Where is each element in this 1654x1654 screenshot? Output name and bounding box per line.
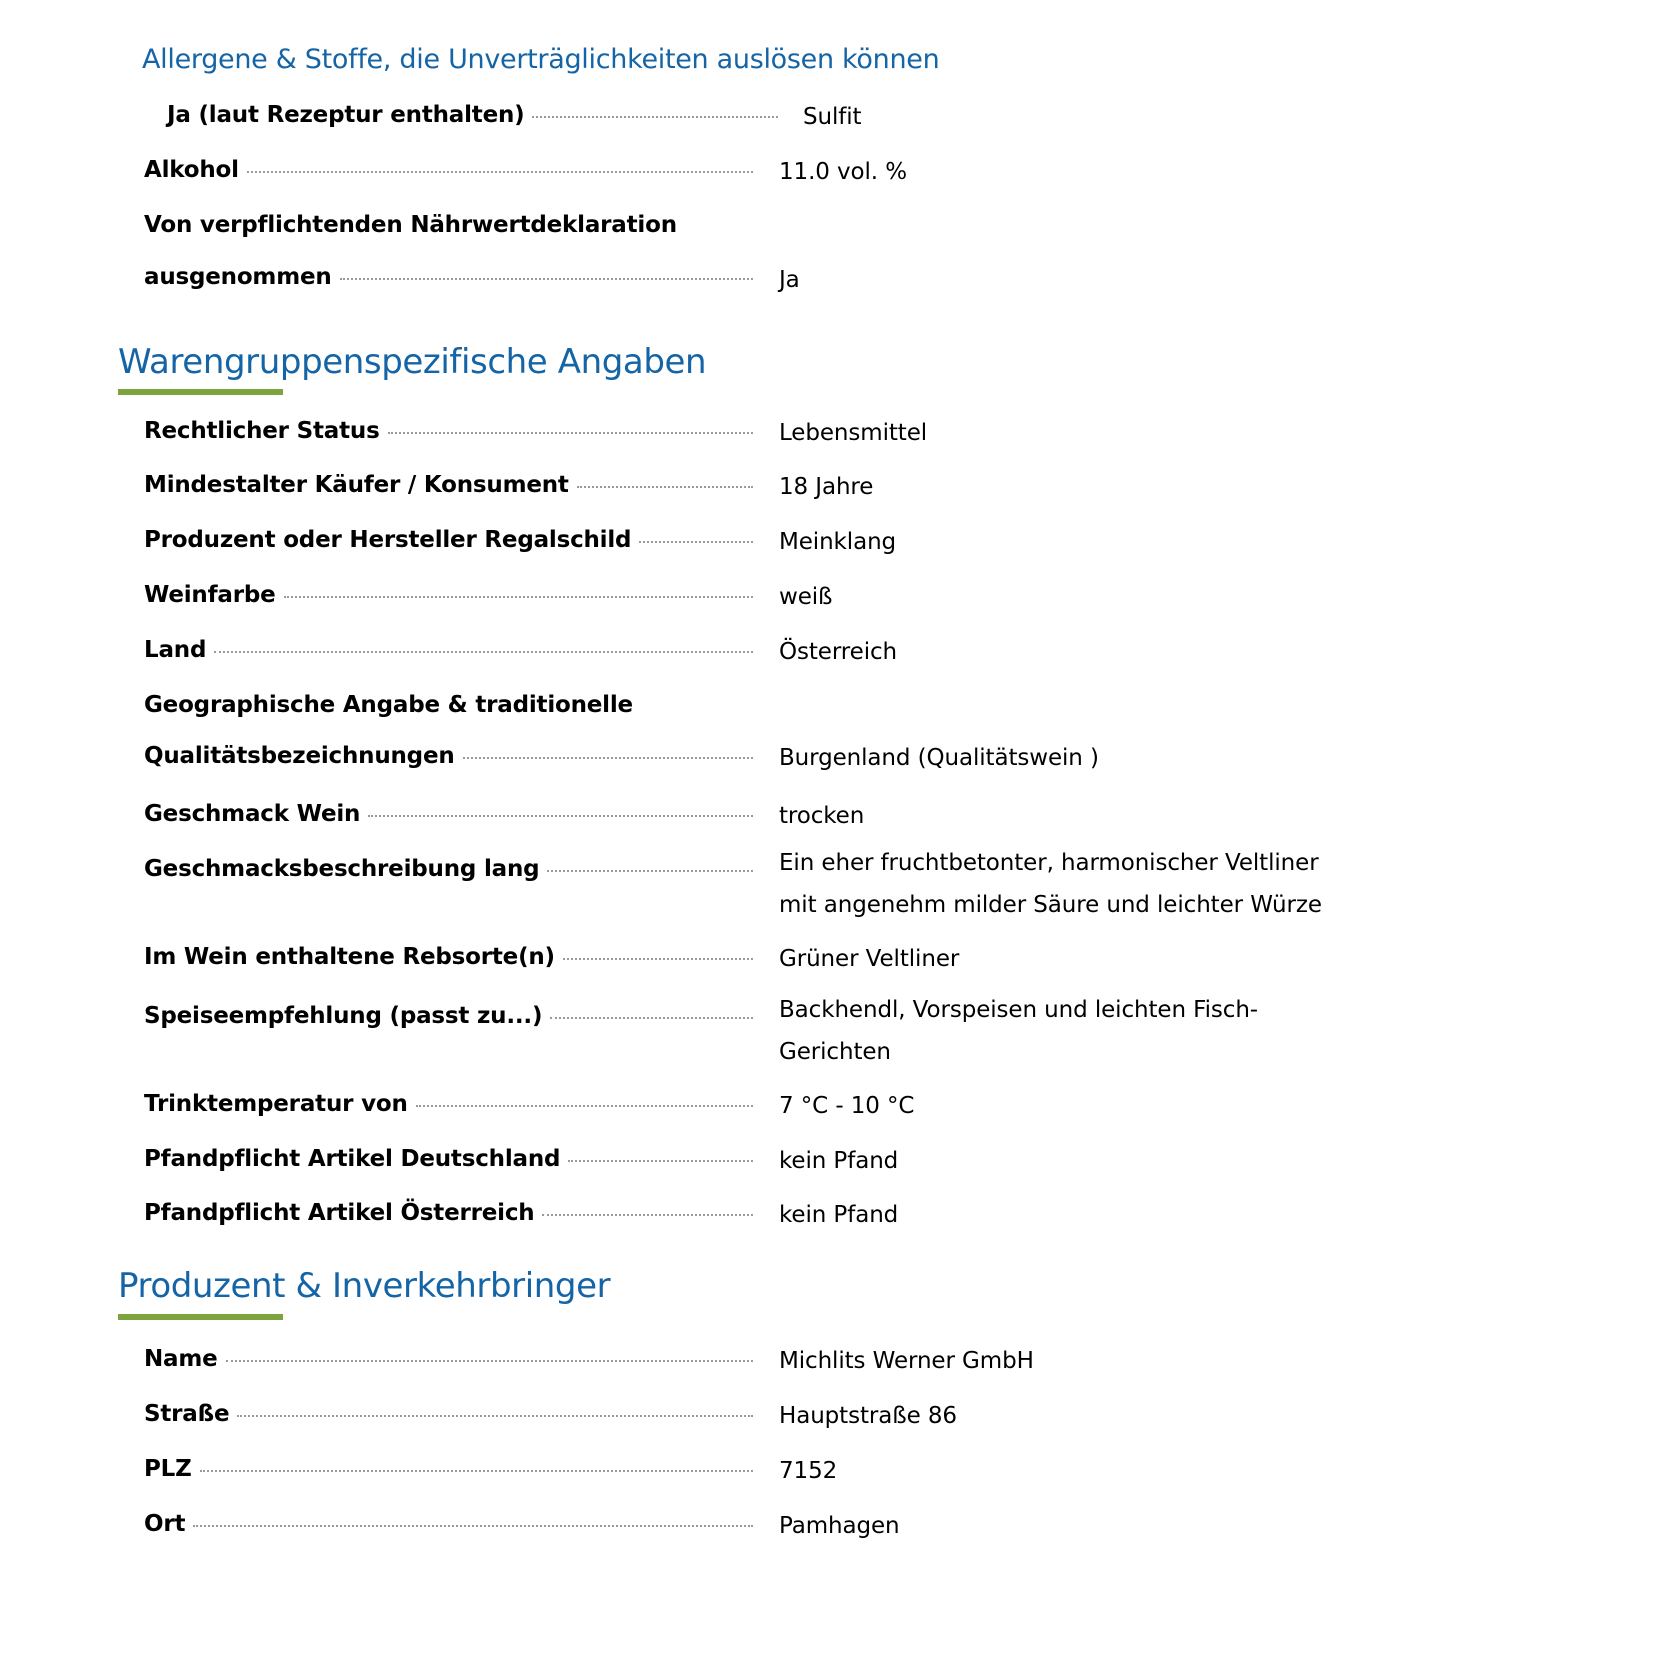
row-value: Lebensmittel	[779, 420, 928, 446]
dot-leader	[532, 116, 778, 118]
dot-leader	[542, 1214, 753, 1216]
row-label: Trinktemperatur von	[144, 1091, 408, 1117]
row-value: Hauptstraße 86	[779, 1403, 957, 1429]
row-value: Ja	[779, 267, 800, 293]
dot-leader	[340, 278, 753, 280]
dot-leader	[416, 1105, 753, 1107]
dot-leader	[193, 1525, 753, 1527]
row-value: Grüner Veltliner	[779, 946, 960, 972]
row-value: trocken	[779, 803, 865, 829]
dot-leader	[368, 815, 753, 817]
row-label: Ort	[144, 1511, 186, 1537]
dot-leader	[463, 757, 753, 759]
dot-leader	[388, 432, 753, 434]
row-label: Land	[144, 637, 207, 663]
row-value: weiß	[779, 584, 833, 610]
row-label: Qualitätsbezeichnungen	[144, 743, 455, 769]
row-label: Weinfarbe	[144, 582, 276, 608]
dot-leader	[568, 1160, 753, 1162]
row-label: Speiseempfehlung (passt zu...)	[144, 1003, 543, 1029]
row-label: Pfandpflicht Artikel Deutschland	[144, 1146, 561, 1172]
row-label: Rechtlicher Status	[144, 418, 380, 444]
section-underline	[118, 389, 283, 395]
dot-leader	[200, 1470, 753, 1472]
section-underline	[118, 1314, 283, 1320]
row-value: Ein eher fruchtbetonter, harmonischer Veltliner mit angenehm milder Säure und leichter Würze	[779, 850, 1322, 918]
row-value: Pamhagen	[779, 1513, 900, 1539]
dot-leader	[284, 596, 753, 598]
row-label: Ja (laut Rezeptur enthalten)	[167, 102, 525, 128]
row-label: Straße	[144, 1401, 230, 1427]
row-value: Sulfit	[803, 104, 862, 130]
row-value: Österreich	[779, 639, 898, 665]
row-value: kein Pfand	[779, 1148, 899, 1174]
dot-leader	[226, 1360, 753, 1362]
row-label: Alkohol	[144, 157, 239, 183]
row-label: Produzent oder Hersteller Regalschild	[144, 527, 632, 553]
row-label: Im Wein enthaltene Rebsorte(n)	[144, 944, 555, 970]
row-label-line1: Von verpflichtenden Nährwertdeklaration	[144, 212, 677, 238]
row-value: Burgenland (Qualitätswein )	[779, 745, 1099, 771]
product-section-title: Warengruppenspezifische Angaben	[118, 342, 707, 382]
row-value: kein Pfand	[779, 1202, 899, 1228]
dot-leader	[563, 958, 753, 960]
row-label: ausgenommen	[144, 264, 332, 290]
row-label: Mindestalter Käufer / Konsument	[144, 472, 569, 498]
row-value: 18 Jahre	[779, 474, 874, 500]
row-value: Michlits Werner GmbH	[779, 1348, 1034, 1374]
dot-leader	[247, 171, 753, 173]
row-value: Backhendl, Vorspeisen und leichten Fisch-Gerichten	[779, 997, 1259, 1065]
row-value: 7 °C - 10 °C	[779, 1093, 915, 1119]
dot-leader	[577, 486, 753, 488]
row-value: Meinklang	[779, 529, 897, 555]
row-label: Geschmack Wein	[144, 801, 361, 827]
dot-leader	[237, 1415, 753, 1417]
row-label: PLZ	[144, 1456, 192, 1482]
row-label-line1: Geographische Angabe & traditionelle	[144, 692, 633, 718]
dot-leader	[547, 870, 753, 872]
row-label: Name	[144, 1346, 218, 1372]
row-label: Geschmacksbeschreibung lang	[144, 856, 540, 882]
dot-leader	[214, 651, 753, 653]
row-value: 11.0 vol. %	[779, 159, 907, 185]
dot-leader	[639, 541, 753, 543]
row-label: Pfandpflicht Artikel Österreich	[144, 1200, 535, 1226]
allergen-section-title: Allergene & Stoffe, die Unverträglichkeiten auslösen können	[142, 44, 940, 75]
producer-section-title: Produzent & Inverkehrbringer	[118, 1266, 611, 1306]
row-value: 7152	[779, 1458, 838, 1484]
dot-leader	[550, 1017, 753, 1019]
